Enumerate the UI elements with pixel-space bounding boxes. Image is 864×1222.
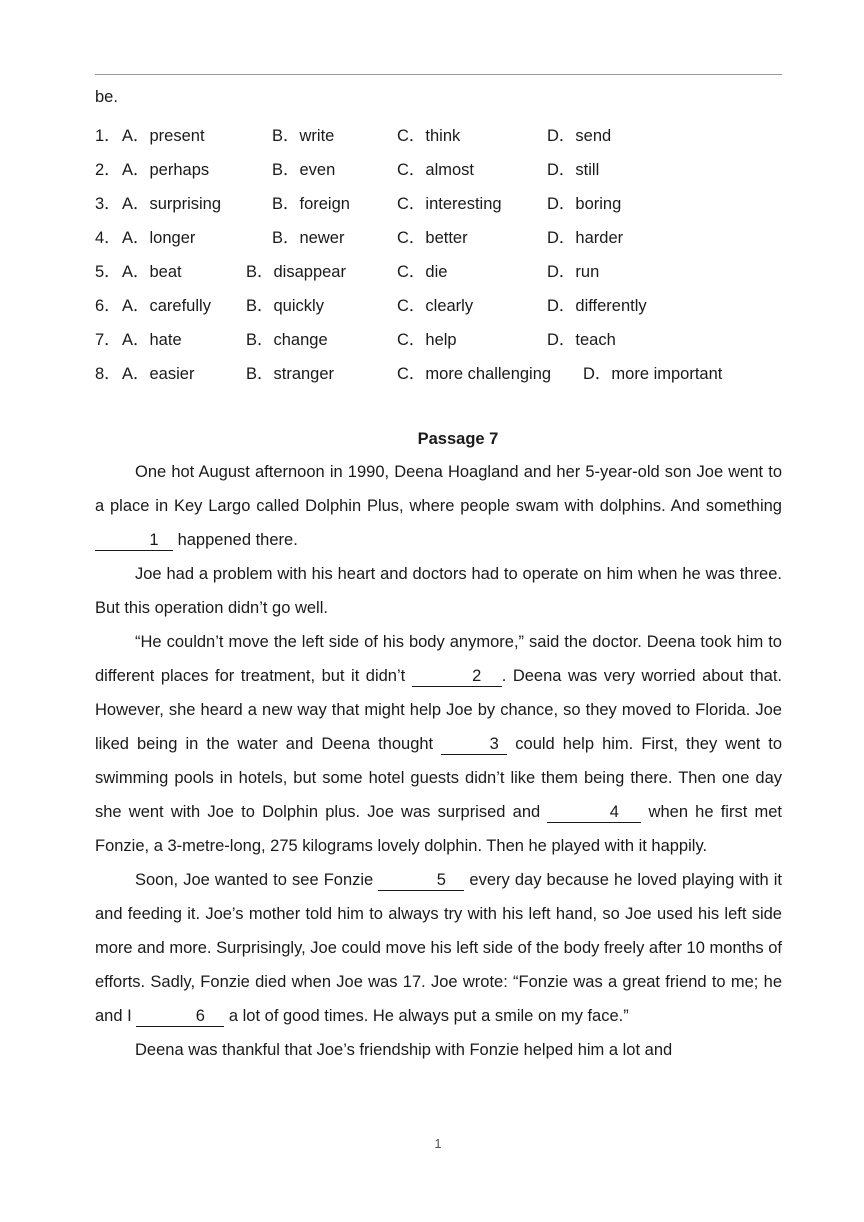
option-d: D．more important [583, 365, 723, 383]
question-number: 6． [95, 297, 121, 315]
option-c: C．help [397, 331, 457, 349]
option-b: B．write [272, 127, 335, 145]
top-fragment: be. [95, 88, 118, 106]
question-number: 4． [95, 229, 121, 247]
option-d: D．run [547, 263, 600, 281]
option-a: A．longer [122, 229, 196, 247]
option-c: C．more challenging [397, 365, 552, 383]
option-b: B．change [246, 331, 328, 349]
option-d: D．boring [547, 195, 622, 213]
option-a: A．beat [122, 263, 182, 281]
option-d: D．teach [547, 331, 616, 349]
option-a: A．present [122, 127, 205, 145]
option-c: C．interesting [397, 195, 502, 213]
paragraph: “He couldn’t move the left side of his body anymore,” said the doctor. Deena took him to different places for treatment, but it didn’t 2 . Deena was very worried about that. However, she heard a new way that might help Joe by chance, so they moved to Florida. Joe liked being in the water and Deena thought 3 could help him. First, they went to swimming pools in hotels, but some hotel guests didn’t like them being there. Then one day she went with Joe to Dolphin plus. Joe was surprised and 4 when he first met Fonzie, a 3-metre-long, 275 kilograms lovely dolphin. Then he played with it happily. [95, 633, 782, 855]
option-b: B．even [272, 161, 336, 179]
paragraph: Joe had a problem with his heart and doctors had to operate on him when he was three. But this operation didn’t go well. [95, 565, 782, 617]
option-d: D．send [547, 127, 612, 145]
option-a: A．carefully [122, 297, 211, 315]
answer-blank[interactable]: 2 [412, 666, 502, 687]
option-b: B．newer [272, 229, 345, 247]
question-number: 5． [95, 263, 121, 281]
paragraph: Soon, Joe wanted to see Fonzie 5 every day because he loved playing with it and feeding it. Joe’s mother told him to always try with his left hand, so Joe used his left side more and more. Surprisingly, Joe could move his left side of the body freely after 10 months of efforts. Sadly, Fonzie died when Joe was 17. Joe wrote: “Fonzie was a great friend to me; he and I 6 a lot of good times. He always put a smile on my face.” [95, 871, 783, 1025]
option-a: A．surprising [122, 195, 222, 213]
option-a: A．hate [122, 331, 182, 349]
option-c: C．clearly [397, 297, 474, 315]
paragraph: One hot August afternoon in 1990, Deena Hoagland and her 5-year-old son Joe went to a place in Key Largo called Dolphin Plus, where people swam with dolphins. And something 1 happened there. [95, 463, 782, 549]
option-d: D．harder [547, 229, 624, 247]
option-c: C．think [397, 127, 461, 145]
option-d: D．still [547, 161, 600, 179]
option-c: C．almost [397, 161, 475, 179]
answer-blank[interactable]: 3 [441, 734, 507, 755]
option-b: B．quickly [246, 297, 324, 315]
option-d: D．differently [547, 297, 647, 315]
passage-body [95, 455, 782, 1067]
page-number: 1 [434, 1136, 442, 1151]
option-b: B．disappear [246, 263, 346, 281]
answer-blank[interactable]: 1 [95, 530, 173, 551]
question-number: 1． [95, 127, 121, 145]
option-a: A．perhaps [122, 161, 210, 179]
question-number: 7． [95, 331, 121, 349]
option-b: B．stranger [246, 365, 335, 383]
answer-blank[interactable]: 4 [547, 802, 641, 823]
answer-blank[interactable]: 6 [136, 1006, 224, 1027]
question-number: 2． [95, 161, 121, 179]
passage-title: Passage 7 [417, 430, 499, 448]
option-b: B．foreign [272, 195, 350, 213]
paragraph: Deena was thankful that Joe’s friendship with Fonzie helped him a lot and [135, 1041, 673, 1059]
option-c: C．better [397, 229, 468, 247]
option-c: C．die [397, 263, 448, 281]
header-rule [95, 74, 782, 75]
question-number: 3． [95, 195, 121, 213]
question-number: 8． [95, 365, 121, 383]
answer-blank[interactable]: 5 [378, 870, 464, 891]
option-a: A．easier [122, 365, 195, 383]
